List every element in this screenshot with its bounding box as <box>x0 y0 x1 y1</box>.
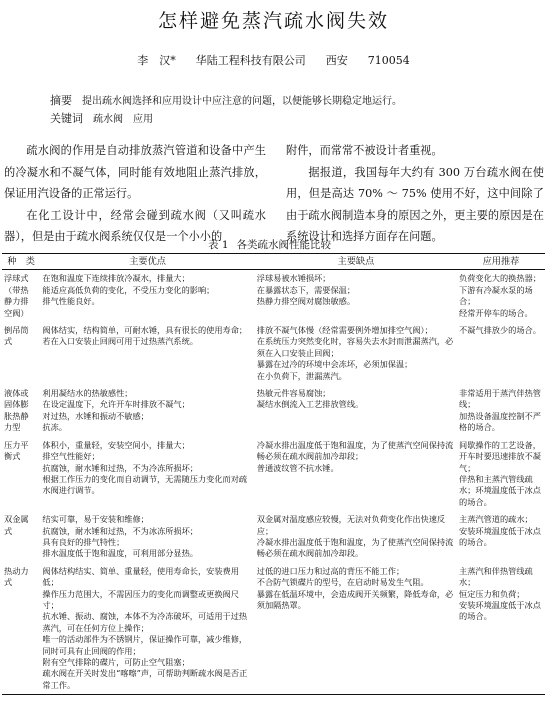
postcode: 710054 <box>367 54 410 67</box>
cell-line: 操作压力范围大，不需因压力的变化而调整或更换阀尺寸； <box>42 588 239 610</box>
cell-line: 热敏元件容易腐蚀； <box>256 388 331 399</box>
cell-line: 胀热静 <box>4 410 29 421</box>
abstract-label: 摘要 <box>50 94 72 107</box>
cell-line: 对过热，水锤和振动不敏感； <box>42 410 149 421</box>
cell-line: 下游有冷凝水泵的场合； <box>459 284 533 307</box>
table-title: 各类疏水阀性能比较 <box>236 239 332 251</box>
abstract <box>50 92 402 108</box>
table-cell-kind <box>2 511 40 563</box>
body-paragraph: 在化工设计中，经常会碰到疏水阀（又叫疏水器），但是由于疏水阀系统仅仅是一个小小的 <box>4 208 266 243</box>
keywords-text: 疏水阀 应用 <box>93 114 153 125</box>
cell-line: 唯一的活动部件为不锈钢片，保证操作可靠，减少维修，同时可具有止回阀的作用； <box>42 634 248 656</box>
cell-line: 浮球易被水锤损坏； <box>256 273 331 284</box>
table-cell-cons <box>255 385 457 437</box>
table-cell-pros <box>40 563 254 695</box>
table-cell-cons <box>255 322 457 385</box>
table-header-row <box>2 254 545 270</box>
table-cell-cons <box>255 511 457 563</box>
article-title: 怎样避免蒸汽疏水阀失效 <box>157 10 389 32</box>
table-cell-pros <box>40 511 254 563</box>
cell-line: 空阀） <box>4 307 29 318</box>
cell-line: 浮球式 <box>4 273 29 284</box>
table-caption <box>0 237 547 252</box>
cell-line: 经常开停车的场合。 <box>459 307 533 318</box>
cell-line: 安装环境温度低于冰点的场合。 <box>459 599 541 622</box>
header-pros: 主要优点 <box>40 254 254 270</box>
body-paragraph: 据报道，我国每年大约有 300 万台疏水阀在使用，但是高达 70% ～ 75% 使用不好，这中间除了由于疏水阀制造本身的原因之外，更主要的原因是在系统设计和选择方面存在问题。 <box>286 165 544 243</box>
cell-line: 恒定压力和负荷； <box>459 588 525 599</box>
header-apps: 应用推荐 <box>457 254 545 270</box>
cell-line: 静力排 <box>4 296 29 307</box>
cell-line: 抗水锤、振动、腐蚀，本体不为冷冻破坏，可适用于过热蒸汽，可在任何方位上操作； <box>42 611 248 633</box>
cell-line: 加热设备温度控制不严格的场合。 <box>459 410 541 433</box>
cell-line: 不合防气锁碟片的型号，在启动时易发生气阻。 <box>256 577 429 588</box>
cell-line: 安装环境温度低于冰点的场合。 <box>459 525 541 547</box>
cell-line: 主蒸汽和伴热管线疏水； <box>459 565 533 588</box>
cell-line: 附有空气排除的碟片，可防止空气阻塞； <box>42 657 190 667</box>
cell-line: 阀体结构结实、简单、重量轻，使用寿命长，安装费用低； <box>42 565 239 588</box>
table-cell-kind <box>2 563 40 695</box>
header-cons: 主要缺点 <box>255 254 457 270</box>
cell-line: 利用凝结水的热敏感性； <box>42 388 133 399</box>
table-cell-cons <box>255 563 457 695</box>
abstract-text: 提出疏水阀选择和应用设计中应注意的问题，以便能够长期稳定地运行。 <box>82 96 402 107</box>
affiliation: 华陆工程科技有限公司 <box>195 54 306 67</box>
cell-line: 主蒸汽管道的疏水； <box>459 514 533 525</box>
cell-line: 热静力排空阀对腐蚀敏感。 <box>256 296 356 307</box>
cell-line: 阀体结实，结构简单，可耐水锤，具有很长的使用寿命； <box>42 325 248 336</box>
cell-line: 在饱和温度下连续排放冷凝水，排量大； <box>42 273 190 284</box>
city: 西安 <box>325 54 348 67</box>
table-cell-pros <box>40 322 254 385</box>
table-row <box>2 322 545 385</box>
table-cell-apps <box>457 563 545 695</box>
table-row <box>2 437 545 511</box>
cell-line: （带热 <box>4 284 29 295</box>
body-paragraph: 疏水阀的作用是自动排放蒸汽管道和设备中产生的冷凝水和不凝气体，同时能有效地阻止蒸汽排放，保证用汽设备的正常运行。 <box>4 144 266 200</box>
table-cell-cons <box>255 270 457 322</box>
table-body <box>2 270 545 695</box>
keywords <box>50 110 153 126</box>
cell-line: 过低的进口压力和过高的背压不能工作； <box>256 565 405 576</box>
cell-line: 液体或 <box>4 388 29 399</box>
cell-line: 排气性能良好。 <box>42 296 100 307</box>
cell-line: 根据工作压力的变化而自动调节，无需随压力变化而对疏水阀进行调节。 <box>42 473 248 496</box>
cell-line: 排放不凝气体慢（经常需要例外增加排空气阀）； <box>256 325 433 336</box>
cell-line: 抗腐蚀，耐水锤和过热，不为冷冻所损坏； <box>42 462 198 473</box>
cell-line: 在设定温度下，允许开车时排放不凝气； <box>42 399 190 410</box>
table-number: 表 1 <box>207 239 229 251</box>
cell-line: 倒吊筒 <box>4 325 29 336</box>
table-row <box>2 563 545 695</box>
cell-line: 在小负荷下，泄漏蒸汽。 <box>256 370 347 381</box>
cell-line: 衡式 <box>4 451 21 462</box>
cell-line: 排水温度低于饱和温度，可利用部分显热。 <box>42 548 198 559</box>
cell-line: 不凝气排放少的场合。 <box>459 325 541 336</box>
cell-line: 抗冻。 <box>42 422 67 433</box>
cell-line: 在系统压力突然变化时，容易失去水封而泄漏蒸汽，必须在入口安装止回阀； <box>256 336 454 358</box>
table-row <box>2 385 545 437</box>
cell-line: 疏水阀在开关时发出“喀嚓”声，可帮助判断疏水阀是否正常工作。 <box>42 668 248 690</box>
cell-line: 伴热和主蒸汽管线疏水；环境温度低于冰点的场合。 <box>459 473 541 507</box>
table-cell-pros <box>40 437 254 511</box>
cell-line: 排空气性能好； <box>42 451 100 462</box>
cell-line: 式 <box>4 336 13 347</box>
author-name: 李 汉* <box>137 54 176 67</box>
table-cell-kind <box>2 385 40 437</box>
table-cell-apps <box>457 437 545 511</box>
table-cell-kind <box>2 437 40 511</box>
cell-line: 结实可靠，易于安装和维修； <box>42 514 149 525</box>
table-cell-apps <box>457 322 545 385</box>
cell-line: 热动力 <box>4 565 29 576</box>
cell-line: 凝结水倒流入工艺排放管线。 <box>256 399 364 410</box>
cell-line: 若在入口安装止回阀可用于过热蒸汽系统。 <box>42 336 198 347</box>
cell-line: 体积小，重量轻，安装空间小，排量大； <box>42 439 190 450</box>
body-left-column <box>4 140 266 248</box>
table-cell-cons <box>255 437 457 511</box>
table-cell-apps <box>457 270 545 322</box>
body-right-column <box>286 140 544 248</box>
cell-line: 冷凝水排出温度低于饱和温度，为了使蒸汽空间保持流畅必须在疏水阀前加冷却段。 <box>256 536 454 559</box>
cell-line: 式 <box>4 525 13 536</box>
cell-line: 压力平 <box>4 439 29 450</box>
cell-line: 抗腐蚀，耐水锤和过热，不为冰冻所损坏； <box>42 525 198 536</box>
table-row <box>2 270 545 322</box>
table-row <box>2 511 545 563</box>
cell-line: 暴露在低温环境中，会造成阀开关频繁，降低寿命，必须加隔热罩。 <box>256 588 454 610</box>
keywords-label: 关键词 <box>50 112 83 125</box>
cell-line: 双金属 <box>4 514 29 525</box>
table-cell-kind <box>2 322 40 385</box>
cell-line: 间歇操作的工艺设备，开车时要迅速排放不凝气； <box>459 439 541 473</box>
table-cell-apps <box>457 511 545 563</box>
author-line <box>0 52 547 68</box>
cell-line: 能适应高低负荷的变化，不受压力变化的影响； <box>42 284 215 295</box>
comparison-table <box>2 253 545 695</box>
cell-line: 具有良好的排气特性； <box>42 536 125 547</box>
table-cell-pros <box>40 385 254 437</box>
cell-line: 力型 <box>4 422 21 433</box>
table-cell-kind <box>2 270 40 322</box>
cell-line: 普通波纹管不抗水锤。 <box>256 462 339 473</box>
cell-line: 双金属对温度感应较慢，无法对负荷变化作出快速反应； <box>256 514 446 536</box>
table-cell-apps <box>457 385 545 437</box>
table-cell-pros <box>40 270 254 322</box>
cell-line: 负荷变化大的换热器； <box>459 273 541 284</box>
cell-line: 固体膨 <box>4 399 29 410</box>
cell-line: 式 <box>4 577 13 588</box>
body-paragraph: 附件，而常常不被设计者重视。 <box>286 144 443 157</box>
header-kind: 种 类 <box>2 254 40 270</box>
cell-line: 在暴露状态下，需要保温； <box>256 284 356 295</box>
cell-line: 暴露在过冷的环境中会冻坏，必须加保温； <box>256 359 413 370</box>
cell-line: 冷凝水排出温度低于饱和温度，为了使蒸汽空间保持流畅必须在疏水阀前加冷却段； <box>256 439 454 462</box>
cell-line: 非常适用于蒸汽伴热管线； <box>459 388 541 410</box>
